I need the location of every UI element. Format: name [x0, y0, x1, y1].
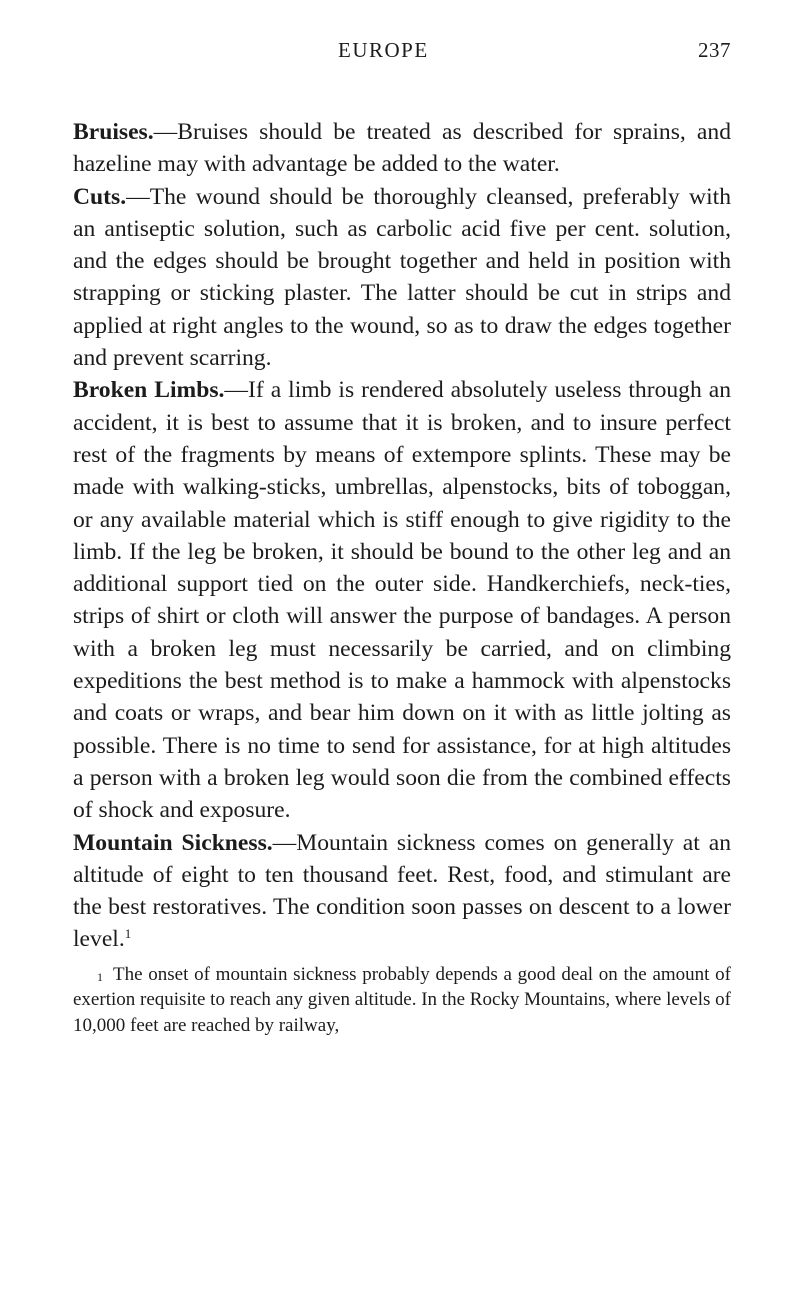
paragraph-heading-bruises: Bruises.	[73, 119, 154, 145]
paragraph-text-broken-limbs: —If a limb is rendered absolutely useless through an accident, it is best to assume that it is broken, and to insure perfect rest of the fragments by means of extempore splints. These may be made with walking-sticks, umbrellas, alpenstocks, bits of toboggan, or any available material which is stiff enough to give rigidity to the limb. If the leg be broken, it should be bound to the other leg and an additional support tied on the outer side. Handkerchiefs, neck-ties, strips of shirt or cloth will answer the purpose of bandages. A person with a broken leg must necessarily be carried, and on climbing expeditions the best method is to make a hammock with alpenstocks and coats or wraps, and bear him down on it with as little jolting as possible. There is no time to send for assistance, for at high altitudes a person with a broken leg would soon die from the combined effects of shock and exposure.	[73, 377, 732, 824]
footnote-mark: 1	[97, 969, 103, 984]
footnote-reference: 1	[124, 926, 132, 942]
paragraph-heading-broken-limbs: Broken Limbs.	[73, 377, 225, 404]
body-text	[73, 116, 731, 956]
paragraph-cuts	[73, 181, 731, 375]
running-title: EUROPE	[338, 38, 429, 62]
footnote-text: The onset of mountain sickness probably depends a good deal on the amount of exertion requisite to reach any given altitude. In the Rocky Mountains, where levels of 10,000 feet are reached by railway,	[73, 963, 731, 1036]
paragraph-text-cuts: —The wound should be thoroughly cleansed, preferably with an antiseptic solution, such as carbolic acid five per cent. solution, and the edges should be brought together and held in position with strapping or sticking plaster. The latter should be cut in strips and applied at right angles to the wound, so as to draw the edges together and prevent scarring.	[73, 183, 731, 372]
running-head	[73, 38, 731, 98]
paragraph-mountain-sickness	[73, 827, 731, 956]
paragraph-broken-limbs	[73, 374, 731, 826]
footnote	[73, 962, 731, 1039]
book-page	[73, 0, 731, 1038]
paragraph-heading-cuts: Cuts.	[73, 183, 127, 210]
paragraph-heading-mountain-sickness: Mountain Sickness.	[73, 829, 273, 856]
paragraph-bruises	[73, 116, 731, 181]
paragraph-text-bruises: —Bruises should be treated as described for sprains, and hazeline may with advantage be added to the water.	[73, 119, 731, 178]
paragraph-text-mountain-sickness: —Mountain sickness comes on generally at an altitude of eight to ten thousand feet. Rest, food, and stimulant are the best restoratives. The condition soon passes on descent to a lower level.	[73, 829, 731, 953]
page-number: 237	[698, 38, 731, 62]
